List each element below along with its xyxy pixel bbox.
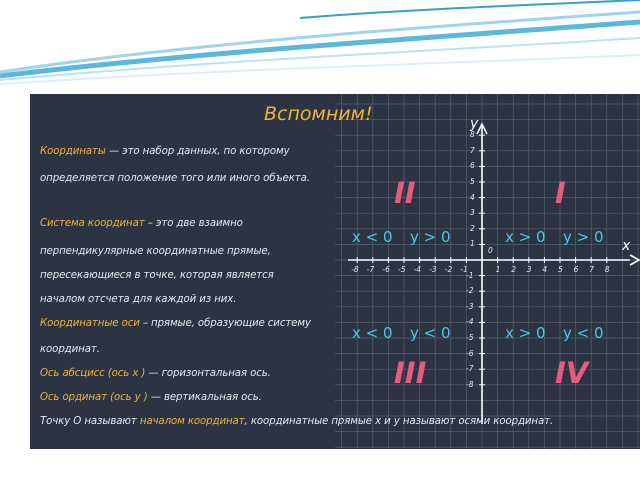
- y-tick-label: 4: [470, 192, 475, 202]
- y-axis-label: y: [470, 116, 479, 132]
- definition-line: [40, 173, 310, 184]
- y-tick-label: -4: [466, 317, 474, 327]
- y-tick-label: -5: [466, 333, 474, 342]
- quadrant-x-condition: x > 0: [505, 228, 546, 246]
- y-tick-label: -6: [466, 348, 474, 358]
- y-tick-label: 2: [470, 223, 475, 233]
- definition-line: [40, 416, 553, 427]
- origin-label: 0: [488, 246, 493, 255]
- definition-text: пересекающиеся в точке, которая является: [40, 270, 274, 281]
- definition-text: — это набор данных, по которому: [105, 146, 290, 157]
- definition-line: [40, 368, 271, 379]
- x-tick-label: -2: [444, 265, 453, 274]
- definition-text: началом отсчета для каждой из них.: [40, 294, 237, 305]
- bottom-margin: [0, 449, 640, 480]
- highlighted-term: Ось абсцисс (ось x ): [40, 368, 146, 379]
- x-axis-label: x: [622, 238, 631, 254]
- definition-line: [40, 344, 100, 355]
- x-tick-label: -3: [429, 265, 437, 274]
- highlighted-term: Ось ординат (ось y ): [40, 392, 148, 403]
- definition-line: [40, 294, 236, 305]
- definition-line: [40, 270, 274, 281]
- definition-text: – это две взаимно: [144, 218, 243, 229]
- definition-line: [40, 218, 243, 229]
- y-tick-label: 5: [470, 177, 475, 186]
- quadrant-y-condition: y > 0: [563, 228, 604, 246]
- quadrant-numeral: III: [394, 356, 427, 390]
- definition-text: определяется положение того или иного объекта.: [40, 173, 310, 184]
- definition-text: — горизонтальная ось.: [145, 368, 271, 379]
- y-tick-label: -8: [466, 379, 474, 389]
- y-tick-label: 7: [470, 145, 475, 155]
- quadrant-numeral: II: [394, 176, 416, 210]
- definition-text: Точку O называют: [40, 416, 140, 427]
- quadrant-y-condition: y > 0: [410, 228, 451, 246]
- x-tick-label: -7: [366, 265, 375, 274]
- y-tick-label: 1: [470, 239, 475, 249]
- y-tick-label: 6: [470, 161, 475, 171]
- x-tick-label: 2: [511, 265, 516, 274]
- x-tick-label: 4: [542, 265, 548, 274]
- definition-line: [40, 318, 311, 329]
- x-tick-label: 7: [589, 265, 594, 274]
- highlighted-term: Система координат: [40, 218, 145, 229]
- y-tick-label: -1: [466, 270, 474, 280]
- x-tick-label: -6: [382, 265, 390, 274]
- x-tick-label: -5: [398, 265, 406, 274]
- quadrant-y-condition: y < 0: [563, 324, 604, 342]
- decorative-wave-banner: [0, 0, 640, 90]
- x-tick-label: 6: [573, 265, 579, 274]
- quadrant-y-condition: y < 0: [410, 324, 451, 342]
- definition-line: [40, 392, 262, 403]
- y-tick-label: -2: [466, 286, 474, 296]
- highlighted-term: Координатные оси: [40, 318, 140, 329]
- definition-text: — вертикальная ось.: [147, 392, 262, 403]
- definition-text: – прямые, образующие систему: [139, 318, 311, 329]
- y-tick-label: -3: [466, 301, 474, 311]
- x-tick-label: 5: [558, 265, 563, 274]
- quadrant-x-condition: x < 0: [352, 324, 393, 342]
- x-tick-label: 1: [495, 265, 501, 274]
- definition-text: перпендикулярные координатные прямые,: [40, 246, 271, 257]
- definition-text: , координатные прямые x и y называют осями координат.: [244, 416, 554, 427]
- highlighted-term: Координаты: [40, 146, 106, 157]
- x-tick-label: 8: [604, 265, 610, 274]
- chalkboard-slide: [30, 94, 640, 449]
- y-tick-label: 3: [470, 208, 475, 218]
- definition-line: [40, 246, 271, 257]
- highlighted-term: началом координат: [139, 416, 245, 427]
- x-tick-label: -8: [351, 265, 359, 274]
- y-tick-label: -7: [466, 364, 474, 374]
- x-tick-label: -4: [413, 265, 422, 274]
- quadrant-numeral: I: [555, 176, 566, 210]
- x-tick-label: -1: [460, 265, 468, 274]
- y-tick-label: 8: [470, 130, 475, 140]
- quadrant-x-condition: x > 0: [505, 324, 546, 342]
- quadrant-x-condition: x < 0: [352, 228, 393, 246]
- slide-title: Вспомним!: [264, 103, 373, 125]
- x-tick-label: 3: [526, 265, 532, 274]
- definition-text: координат.: [40, 344, 100, 355]
- quadrant-numeral: IV: [555, 356, 589, 390]
- definition-line: [40, 146, 290, 157]
